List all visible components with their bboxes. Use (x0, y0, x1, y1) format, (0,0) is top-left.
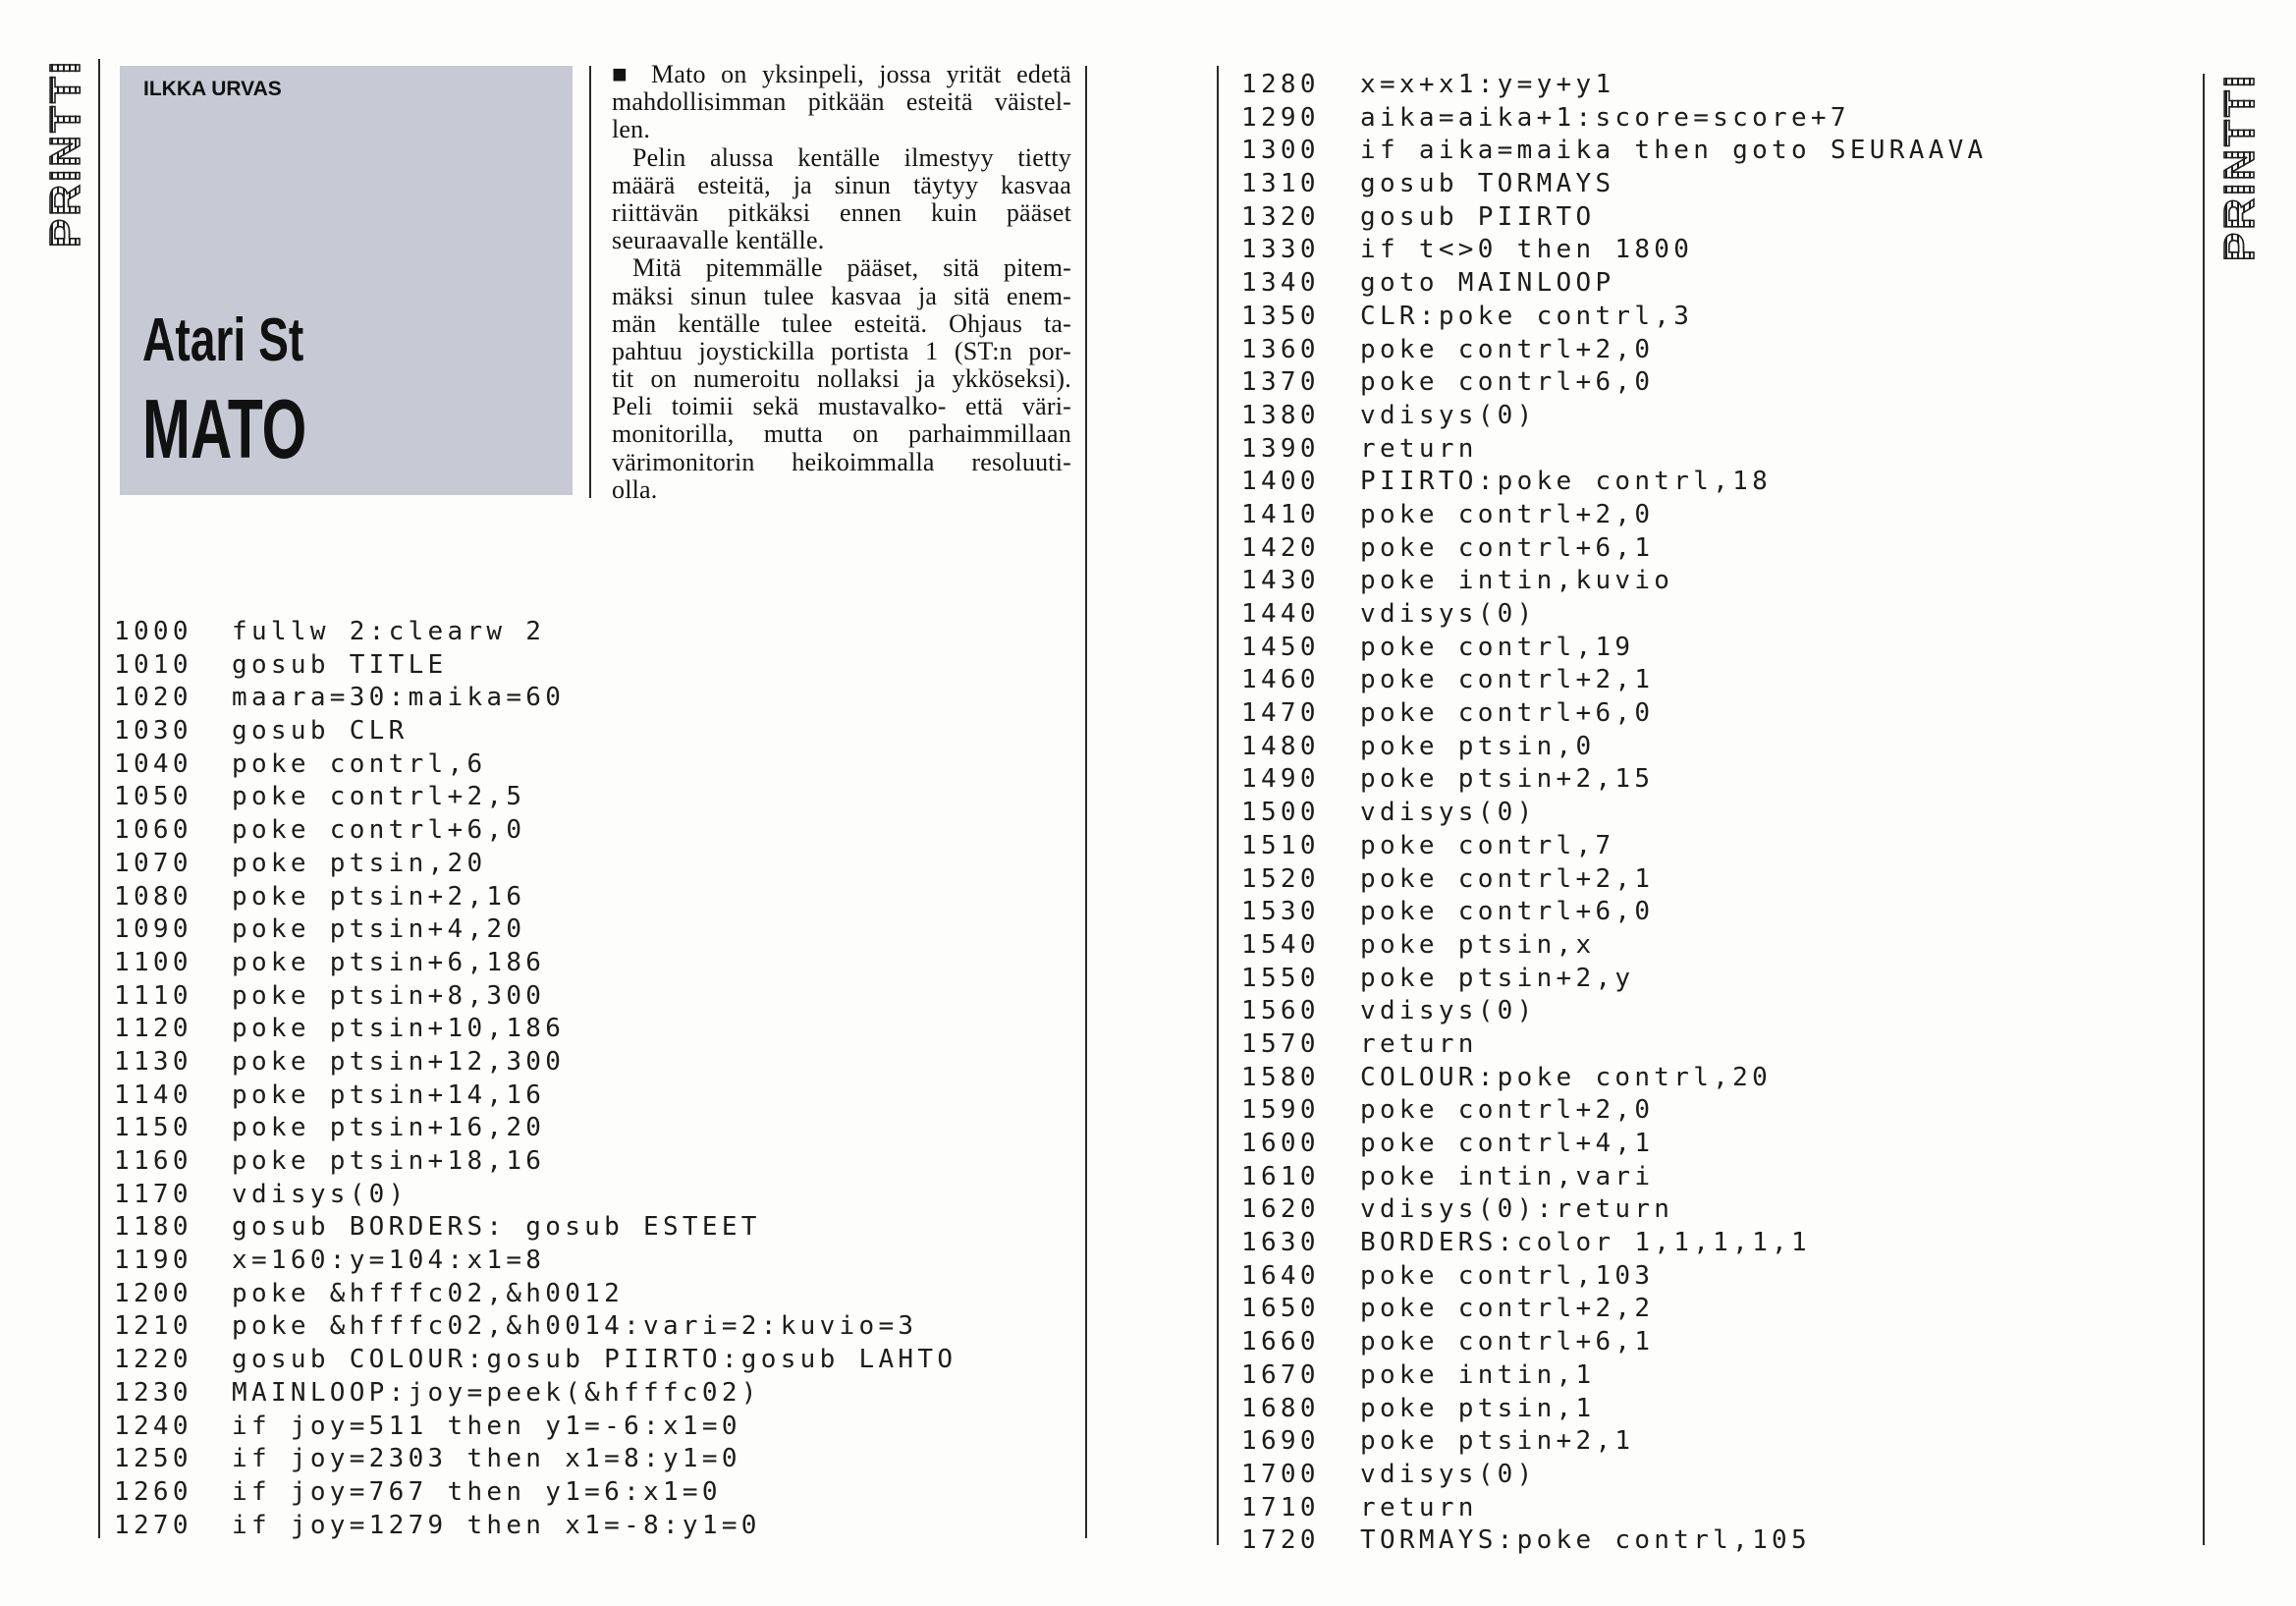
line-number: 1680 (1241, 1393, 1320, 1423)
code-statement: return (1360, 1492, 1478, 1523)
code-statement: poke contrl+6,1 (1360, 1327, 1655, 1357)
code-line (114, 1080, 1066, 1113)
code-line (1241, 697, 2184, 731)
code-line (114, 914, 1066, 947)
line-number: 1220 (114, 1345, 192, 1375)
code-statement: poke contrl+6,0 (1360, 897, 1655, 927)
line-number: 1710 (1241, 1492, 1320, 1523)
code-line (1241, 1393, 2184, 1426)
code-line (114, 1278, 1066, 1311)
code-statement: poke ptsin+16,20 (232, 1113, 546, 1143)
code-statement: poke &hfffc02,&h0012 (232, 1278, 625, 1308)
code-line (1241, 433, 2184, 467)
code-statement: poke contrl+6,0 (232, 815, 526, 846)
code-statement: poke contrl,19 (1360, 632, 1635, 662)
code-statement: if joy=767 then y1=6:x1=0 (232, 1476, 722, 1507)
code-line (1241, 963, 2184, 996)
code-statement: poke ptsin+8,300 (232, 980, 546, 1011)
game-title: MATO (142, 383, 307, 476)
line-number: 1300 (1241, 136, 1320, 166)
column-rule (2203, 74, 2205, 1545)
code-statement: poke contrl+2,0 (1360, 499, 1655, 529)
code-statement: vdisys(0) (1360, 1459, 1537, 1489)
line-number: 1240 (114, 1411, 192, 1441)
code-line (114, 814, 1066, 848)
line-number: 1120 (114, 1014, 192, 1044)
code-statement: if joy=2303 then x1=8:y1=0 (232, 1444, 741, 1474)
code-line (114, 881, 1066, 914)
line-number: 1110 (114, 980, 192, 1011)
code-statement: BORDERS:color 1,1,1,1,1 (1360, 1228, 1811, 1258)
code-statement: vdisys(0) (1360, 798, 1537, 828)
code-statement: poke contrl,103 (1360, 1260, 1655, 1291)
code-line (1241, 1094, 2184, 1128)
line-number: 1640 (1241, 1260, 1320, 1291)
code-statement: poke ptsin+2,y (1360, 963, 1635, 993)
code-statement: poke ptsin+6,186 (232, 947, 546, 977)
code-line (1241, 532, 2184, 566)
code-line (1241, 168, 2184, 201)
code-line (1241, 1260, 2184, 1294)
line-number: 1580 (1241, 1062, 1320, 1092)
code-line (114, 1476, 1066, 1510)
code-line (1241, 1459, 2184, 1492)
code-line (114, 848, 1066, 881)
line-number: 1620 (1241, 1194, 1320, 1225)
line-number: 1280 (1241, 70, 1320, 99)
line-number: 1480 (1241, 731, 1320, 761)
intro-line: Peli toimii sekä mustavalko- että väri- (612, 392, 1071, 421)
code-statement: return (1360, 1028, 1478, 1059)
intro-line: tit on numeroitu nollaksi ja ykköseksi). (612, 364, 1071, 394)
line-number: 1440 (1241, 599, 1320, 629)
line-number: 1550 (1241, 963, 1320, 993)
printti-logo: PRINTTI (41, 59, 89, 249)
code-statement: return (1360, 433, 1478, 464)
code-line (1241, 565, 2184, 598)
code-statement: gosub PIIRTO (1360, 201, 1596, 232)
line-number: 1490 (1241, 764, 1320, 795)
column-rule (98, 59, 100, 1538)
line-number: 1670 (1241, 1359, 1320, 1390)
code-line (1241, 1326, 2184, 1359)
code-statement: poke ptsin,0 (1360, 731, 1596, 761)
code-line (114, 1411, 1066, 1444)
code-line (1241, 135, 2184, 168)
code-line (114, 1046, 1066, 1080)
line-number: 1600 (1241, 1129, 1320, 1158)
intro-line: män kentälle tulee esteitä. Ohjaus ta- (612, 308, 1071, 338)
code-line (1241, 466, 2184, 499)
line-number: 1040 (114, 748, 192, 779)
line-number: 1320 (1241, 201, 1320, 232)
line-number: 1500 (1241, 798, 1320, 828)
code-line (1241, 1293, 2184, 1326)
code-statement: poke ptsin+4,20 (232, 914, 526, 945)
line-number: 1430 (1241, 566, 1320, 596)
intro-line: värimonitorin heikoimmalla resoluuti- (612, 447, 1071, 476)
intro-line: seuraavalle kentälle. (612, 226, 825, 255)
code-statement: fullw 2:clearw 2 (232, 617, 546, 646)
code-statement: poke contrl+6,0 (1360, 698, 1655, 729)
line-number: 1630 (1241, 1228, 1320, 1258)
intro-line: määrä esteitä, ja sinun täytyy kasvaa (612, 170, 1071, 199)
code-line (1241, 763, 2184, 797)
code-line (114, 1310, 1066, 1344)
code-statement: poke contrl,6 (232, 748, 487, 779)
code-statement: poke contrl+2,0 (1360, 1095, 1655, 1126)
code-statement: TORMAYS:poke contrl,105 (1360, 1525, 1811, 1556)
line-number: 1070 (114, 848, 192, 878)
code-line (114, 1211, 1066, 1245)
code-statement: if t<>0 then 1800 (1360, 235, 1694, 265)
intro-line: olla. (612, 474, 658, 504)
code-statement: if joy=511 then y1=-6:x1=0 (232, 1411, 741, 1441)
intro-paragraph (612, 254, 1071, 504)
code-line (1241, 1492, 2184, 1525)
code-line (1241, 1227, 2184, 1260)
code-statement: poke ptsin+12,300 (232, 1046, 566, 1077)
code-statement: if aika=maika then goto SEURAAVA (1360, 136, 1988, 166)
code-statement: poke contrl,7 (1360, 830, 1615, 860)
code-line (1241, 267, 2184, 301)
code-statement: gosub COLOUR:gosub PIIRTO:gosub LAHTO (232, 1345, 957, 1375)
line-number: 1130 (114, 1046, 192, 1077)
line-number: 1150 (114, 1113, 192, 1143)
line-number: 1000 (114, 617, 192, 646)
code-line (1241, 234, 2184, 267)
code-statement: poke contrl+6,1 (1360, 532, 1655, 563)
line-number: 1160 (114, 1146, 192, 1176)
listing-right (1241, 69, 2184, 1558)
code-statement: maara=30:maika=60 (232, 683, 566, 713)
code-line (1241, 896, 2184, 929)
line-number: 1520 (1241, 863, 1320, 894)
line-number: 1180 (114, 1212, 192, 1243)
code-line (1241, 301, 2184, 334)
line-number: 1400 (1241, 467, 1320, 497)
system-name: Atari St (142, 306, 304, 374)
line-number: 1310 (1241, 169, 1320, 199)
code-line (114, 1344, 1066, 1377)
code-line (1241, 929, 2184, 963)
line-number: 1250 (114, 1444, 192, 1474)
line-number: 1450 (1241, 632, 1320, 662)
line-number: 1210 (114, 1311, 192, 1342)
printti-logo: PRINTTI (2215, 73, 2264, 262)
line-number: 1420 (1241, 532, 1320, 563)
intro-line: ■ Mato on yksinpeli, jossa yrität edetä (612, 60, 1071, 88)
line-number: 1020 (114, 683, 192, 713)
code-statement: COLOUR:poke contrl,20 (1360, 1062, 1773, 1092)
code-statement: poke intin,kuvio (1360, 566, 1674, 596)
line-number: 1260 (114, 1476, 192, 1507)
code-statement: vdisys(0) (1360, 400, 1537, 430)
line-number: 1390 (1241, 433, 1320, 464)
code-line (1241, 69, 2184, 102)
code-line (1241, 1161, 2184, 1194)
intro-line: mahdollisimman pitkään esteitä väistel- (612, 87, 1071, 117)
line-number: 1140 (114, 1080, 192, 1110)
code-statement: gosub TORMAYS (1360, 169, 1615, 199)
code-statement: x=x+x1:y=y+y1 (1360, 70, 1615, 99)
line-number: 1610 (1241, 1161, 1320, 1191)
code-statement: poke ptsin+2,15 (1360, 764, 1655, 795)
line-number: 1510 (1241, 830, 1320, 860)
code-line (1241, 664, 2184, 697)
code-line (1241, 632, 2184, 665)
code-line (1241, 598, 2184, 632)
intro-line: Mitä pitemmälle pääset, sitä pitem- (632, 253, 1071, 283)
code-line (1241, 797, 2184, 830)
line-number: 1540 (1241, 929, 1320, 960)
code-line (1241, 830, 2184, 863)
line-number: 1190 (114, 1246, 192, 1276)
intro-paragraph (612, 144, 1071, 255)
intro-text (612, 61, 1071, 504)
code-statement: poke ptsin,x (1360, 929, 1596, 960)
line-number: 1330 (1241, 235, 1320, 265)
intro-line: Pelin alussa kentälle ilmestyy tietty (632, 142, 1071, 172)
intro-line: monitorilla, mutta on parhaimmillaan (612, 419, 1071, 449)
intro-line: len. (612, 115, 651, 144)
code-line (114, 1510, 1066, 1543)
code-line (1241, 863, 2184, 897)
intro-paragraph (612, 61, 1071, 144)
author-name: ILKKA URVAS (143, 78, 282, 100)
code-line (1241, 731, 2184, 764)
line-number: 1370 (1241, 367, 1320, 398)
code-statement: poke ptsin+18,16 (232, 1146, 546, 1176)
code-line (114, 715, 1066, 748)
code-statement: poke ptsin+10,186 (232, 1014, 566, 1044)
code-statement: poke contrl+2,1 (1360, 863, 1655, 894)
code-line (1241, 1193, 2184, 1227)
line-number: 1700 (1241, 1459, 1320, 1489)
code-line (1241, 400, 2184, 433)
line-number: 1010 (114, 649, 192, 680)
code-line (114, 1443, 1066, 1476)
code-statement: gosub CLR (232, 716, 409, 747)
line-number: 1660 (1241, 1327, 1320, 1357)
line-number: 1090 (114, 914, 192, 945)
line-number: 1170 (114, 1179, 192, 1209)
column-rule (589, 66, 591, 498)
line-number: 1650 (1241, 1294, 1320, 1324)
code-line (1241, 102, 2184, 136)
code-statement: PIIRTO:poke contrl,18 (1360, 467, 1773, 497)
line-number: 1410 (1241, 499, 1320, 529)
code-line (1241, 1028, 2184, 1062)
line-number: 1590 (1241, 1095, 1320, 1126)
code-line (114, 649, 1066, 683)
code-line (114, 616, 1066, 649)
code-line (1241, 499, 2184, 532)
code-statement: vdisys(0) (232, 1179, 409, 1209)
code-line (114, 980, 1066, 1014)
code-line (114, 1145, 1066, 1179)
intro-line: mäksi sinun tulee kasvaa ja sitä enem- (612, 281, 1071, 310)
code-statement: poke ptsin,1 (1360, 1393, 1596, 1423)
column-rule (1217, 66, 1219, 1545)
line-number: 1720 (1241, 1525, 1320, 1556)
code-line (1241, 1524, 2184, 1558)
line-number: 1570 (1241, 1028, 1320, 1059)
code-statement: poke intin,1 (1360, 1359, 1596, 1390)
line-number: 1690 (1241, 1426, 1320, 1457)
code-line (114, 748, 1066, 782)
line-number: 1350 (1241, 301, 1320, 331)
code-statement: aika=aika+1:score=score+7 (1360, 102, 1850, 133)
code-statement: vdisys(0) (1360, 996, 1537, 1026)
intro-line: pahtuu joystickilla portista 1 (ST:n por- (612, 336, 1071, 365)
code-statement: poke &hfffc02,&h0014:vari=2:kuvio=3 (232, 1311, 918, 1342)
code-statement: gosub BORDERS: gosub ESTEET (232, 1212, 761, 1243)
code-line (1241, 1425, 2184, 1459)
listing-left (114, 616, 1066, 1542)
line-number: 1530 (1241, 897, 1320, 927)
code-line (114, 1245, 1066, 1278)
line-number: 1200 (114, 1278, 192, 1308)
column-rule (1085, 66, 1087, 1538)
code-statement: goto MAINLOOP (1360, 268, 1615, 299)
code-line (114, 1013, 1066, 1046)
line-number: 1380 (1241, 400, 1320, 430)
code-line (1241, 366, 2184, 400)
line-number: 1060 (114, 815, 192, 846)
code-line (1241, 201, 2184, 235)
code-statement: poke ptsin+14,16 (232, 1080, 546, 1110)
line-number: 1100 (114, 947, 192, 977)
code-line (114, 682, 1066, 715)
code-statement: poke contrl+2,2 (1360, 1294, 1655, 1324)
code-statement: poke ptsin+2,16 (232, 881, 526, 912)
code-statement: vdisys(0) (1360, 599, 1537, 629)
code-line (114, 1112, 1066, 1145)
code-line (114, 1377, 1066, 1411)
line-number: 1270 (114, 1510, 192, 1540)
code-line (1241, 1128, 2184, 1161)
code-line (114, 947, 1066, 980)
code-line (114, 781, 1066, 814)
code-line (1241, 1359, 2184, 1393)
code-statement: CLR:poke contrl,3 (1360, 301, 1694, 331)
header-box (120, 66, 573, 495)
code-statement: poke ptsin,20 (232, 848, 487, 878)
code-statement: poke ptsin+2,1 (1360, 1426, 1635, 1457)
code-line (1241, 334, 2184, 367)
intro-line: riittävän pitkäksi ennen kuin pääset (612, 197, 1071, 227)
code-statement: poke contrl+4,1 (1360, 1129, 1655, 1158)
line-number: 1340 (1241, 268, 1320, 299)
code-statement: vdisys(0):return (1360, 1194, 1674, 1225)
code-statement: x=160:y=104:x1=8 (232, 1246, 546, 1276)
line-number: 1080 (114, 881, 192, 912)
code-line (1241, 1062, 2184, 1095)
code-statement: poke contrl+6,0 (1360, 367, 1655, 398)
code-statement: MAINLOOP:joy=peek(&hfffc02) (232, 1377, 761, 1408)
code-statement: poke contrl+2,0 (1360, 334, 1655, 364)
line-number: 1470 (1241, 698, 1320, 729)
line-number: 1030 (114, 716, 192, 747)
code-statement: if joy=1279 then x1=-8:y1=0 (232, 1510, 761, 1540)
line-number: 1460 (1241, 665, 1320, 695)
line-number: 1360 (1241, 334, 1320, 364)
code-line (114, 1179, 1066, 1212)
line-number: 1050 (114, 782, 192, 812)
line-number: 1230 (114, 1377, 192, 1408)
code-line (1241, 995, 2184, 1028)
code-statement: poke intin,vari (1360, 1161, 1655, 1191)
code-statement: poke contrl+2,1 (1360, 665, 1655, 695)
line-number: 1560 (1241, 996, 1320, 1026)
line-number: 1290 (1241, 102, 1320, 133)
code-statement: gosub TITLE (232, 649, 448, 680)
code-statement: poke contrl+2,5 (232, 782, 526, 812)
